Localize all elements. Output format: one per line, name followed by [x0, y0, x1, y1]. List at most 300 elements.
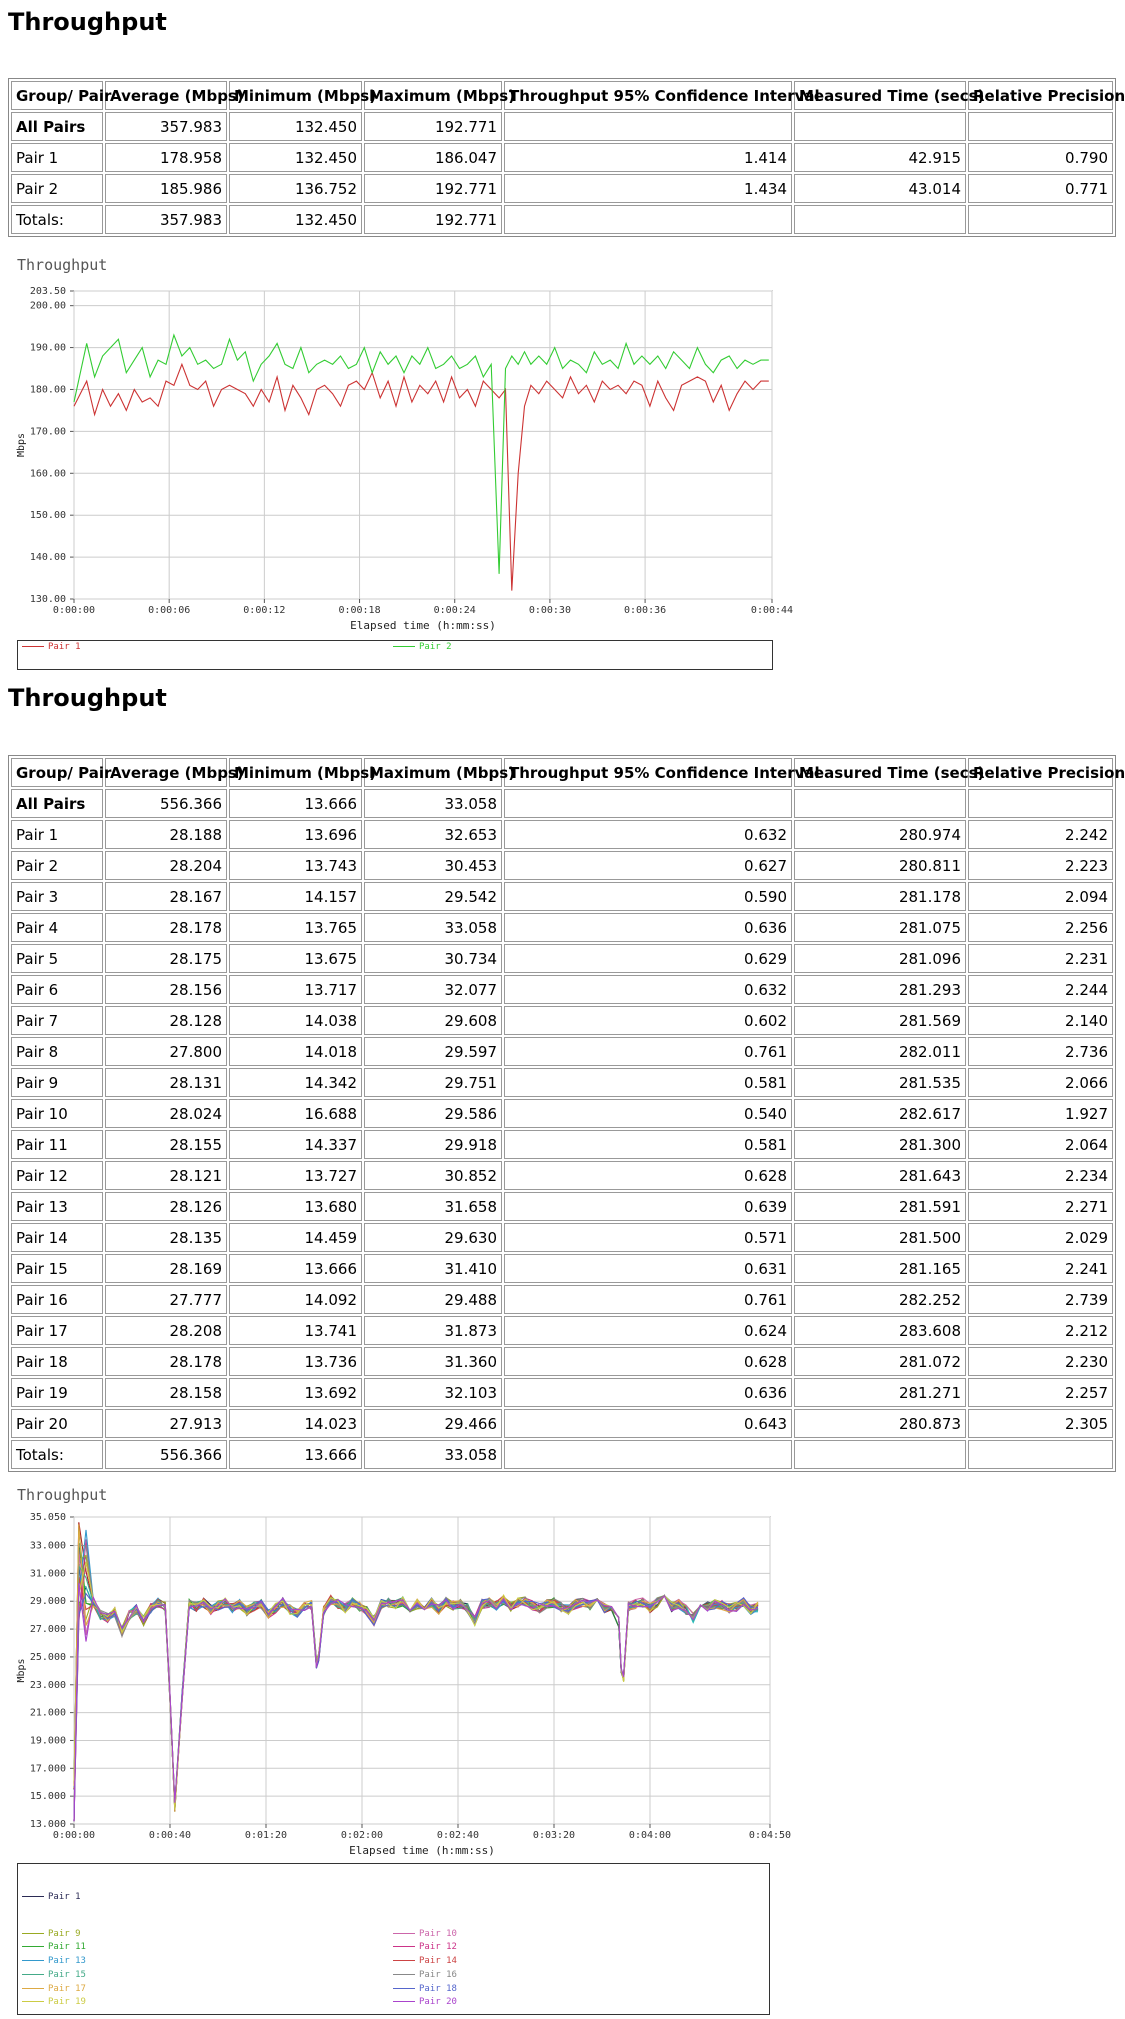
table-row [11, 851, 1113, 880]
table-cell: 14.038 [229, 1006, 362, 1035]
y-tick-label: 23.000 [29, 1679, 66, 1691]
column-header: Throughput 95% Confidence Interval [504, 758, 792, 787]
table-cell: 281.500 [794, 1223, 966, 1252]
legend-item [22, 1942, 86, 1952]
table-cell: 0.571 [504, 1223, 792, 1252]
table-cell: 0.627 [504, 851, 792, 880]
legend-label: Pair 1 [48, 1892, 81, 1902]
row-label: Pair 2 [11, 851, 103, 880]
table-cell: 2.739 [968, 1285, 1113, 1314]
table-row [11, 1192, 1113, 1221]
table-cell [968, 205, 1113, 234]
y-tick-label: 35.050 [29, 1512, 66, 1523]
table-cell: 0.581 [504, 1130, 792, 1159]
table-cell: 29.466 [364, 1409, 502, 1438]
table-cell: 0.590 [504, 882, 792, 911]
row-label: Pair 5 [11, 944, 103, 973]
row-label: All Pairs [11, 789, 103, 818]
table-cell: 357.983 [105, 205, 227, 234]
x-tick-label: 0:03:20 [532, 1830, 576, 1841]
chart-2-legend [17, 1863, 770, 2015]
table-cell: 186.047 [364, 143, 502, 172]
row-label: Pair 2 [11, 174, 103, 203]
table-cell: 31.410 [364, 1254, 502, 1283]
table-row [11, 820, 1113, 849]
x-tick-label: 0:00:40 [148, 1830, 192, 1841]
table-cell: 2.230 [968, 1347, 1113, 1376]
table-row [11, 1440, 1113, 1469]
table-cell: 2.212 [968, 1316, 1113, 1345]
table-cell: 281.535 [794, 1068, 966, 1097]
table-cell: 0.639 [504, 1192, 792, 1221]
table-cell: 2.242 [968, 820, 1113, 849]
table-cell [504, 1440, 792, 1469]
table-cell: 33.058 [364, 913, 502, 942]
legend-label: Pair 20 [419, 1997, 457, 2007]
row-label: Pair 12 [11, 1161, 103, 1190]
row-label: Totals: [11, 205, 103, 234]
row-label: Pair 3 [11, 882, 103, 911]
column-header: Average (Mbps) [105, 758, 227, 787]
row-label: Pair 13 [11, 1192, 103, 1221]
legend-swatch [393, 1960, 415, 1961]
table-cell: 0.636 [504, 913, 792, 942]
table-cell: 281.591 [794, 1192, 966, 1221]
table-cell: 31.360 [364, 1347, 502, 1376]
column-header: Relative Precision [968, 758, 1113, 787]
legend-item [22, 1892, 81, 1902]
table-cell: 0.761 [504, 1037, 792, 1066]
table-row [11, 1378, 1113, 1407]
legend-item [393, 1929, 457, 1939]
legend-label: Pair 11 [48, 1942, 86, 1952]
legend-label: Pair 15 [48, 1970, 86, 1980]
table-cell: 2.234 [968, 1161, 1113, 1190]
table-cell: 132.450 [229, 205, 362, 234]
legend-swatch [22, 1974, 44, 1975]
table-row [11, 1254, 1113, 1283]
table-cell: 28.167 [105, 882, 227, 911]
table-cell: 28.178 [105, 913, 227, 942]
legend-item [22, 1929, 81, 1939]
table-cell: 13.736 [229, 1347, 362, 1376]
table-cell: 0.632 [504, 975, 792, 1004]
table-cell: 28.128 [105, 1006, 227, 1035]
plot-area [74, 1517, 770, 1824]
table-cell: 281.178 [794, 882, 966, 911]
table-cell: 281.300 [794, 1130, 966, 1159]
table-cell: 0.632 [504, 820, 792, 849]
throughput-chart-2 [12, 1486, 792, 1868]
legend-item [393, 1997, 457, 2007]
table-cell: 0.790 [968, 143, 1113, 172]
table-cell: 192.771 [364, 174, 502, 203]
legend-label: Pair 9 [48, 1929, 81, 1939]
table-cell: 2.231 [968, 944, 1113, 973]
y-tick-label: 130.00 [29, 594, 66, 605]
x-tick-label: 0:00:24 [433, 605, 476, 616]
section-1-title: Throughput [8, 8, 167, 36]
legend-swatch [393, 1933, 415, 1934]
x-tick-label: 0:00:12 [243, 605, 286, 616]
legend-item [393, 1970, 457, 1980]
column-header: Maximum (Mbps) [364, 758, 502, 787]
column-header: Measured Time (secs) [794, 81, 966, 110]
table-cell: 29.630 [364, 1223, 502, 1252]
table-cell: 28.155 [105, 1130, 227, 1159]
table-cell: 0.540 [504, 1099, 792, 1128]
table-cell: 31.658 [364, 1192, 502, 1221]
legend-swatch [22, 1960, 44, 1961]
table-cell: 32.077 [364, 975, 502, 1004]
table-cell: 2.223 [968, 851, 1113, 880]
table-cell: 0.624 [504, 1316, 792, 1345]
table-cell: 28.156 [105, 975, 227, 1004]
legend-label: Pair 18 [419, 1984, 457, 1994]
table-cell [794, 112, 966, 141]
table-row [11, 882, 1113, 911]
table-cell: 281.643 [794, 1161, 966, 1190]
y-tick-label: 33.000 [29, 1540, 66, 1552]
column-header: Maximum (Mbps) [364, 81, 502, 110]
table-cell: 281.096 [794, 944, 966, 973]
table-cell: 0.771 [968, 174, 1113, 203]
table-row [11, 1006, 1113, 1035]
table-row [11, 1161, 1113, 1190]
y-tick-label: 160.00 [29, 468, 66, 480]
table-cell: 281.293 [794, 975, 966, 1004]
row-label: Pair 18 [11, 1347, 103, 1376]
y-tick-label: 180.00 [29, 384, 66, 396]
table-cell: 1.927 [968, 1099, 1113, 1128]
legend-label: Pair 12 [419, 1942, 457, 1952]
column-header: Relative Precision [968, 81, 1113, 110]
y-axis-label: Mbps [16, 432, 27, 458]
chart-title: Throughput [17, 1486, 108, 1504]
table-cell: 30.453 [364, 851, 502, 880]
legend-label: Pair 17 [48, 1984, 86, 1994]
table-cell: 0.636 [504, 1378, 792, 1407]
table-cell: 2.140 [968, 1006, 1113, 1035]
table-row [11, 174, 1113, 203]
table-cell [504, 205, 792, 234]
table-cell: 28.169 [105, 1254, 227, 1283]
table-cell [504, 112, 792, 141]
column-header: Group/ Pair [11, 81, 103, 110]
table-cell: 28.208 [105, 1316, 227, 1345]
table-cell: 0.581 [504, 1068, 792, 1097]
legend-label: Pair 13 [48, 1956, 86, 1966]
table-cell: 1.414 [504, 143, 792, 172]
x-tick-label: 0:00:06 [148, 605, 191, 616]
table-row [11, 205, 1113, 234]
table-cell: 13.675 [229, 944, 362, 973]
table-cell [794, 789, 966, 818]
section-2-title: Throughput [8, 684, 167, 712]
legend-swatch [22, 2001, 44, 2002]
row-label: Pair 17 [11, 1316, 103, 1345]
x-tick-label: 0:00:18 [338, 605, 381, 616]
table-cell: 27.913 [105, 1409, 227, 1438]
table-cell: 0.602 [504, 1006, 792, 1035]
legend-swatch [393, 2001, 415, 2002]
table-cell: 32.103 [364, 1378, 502, 1407]
table-header-row [11, 758, 1113, 787]
table-cell: 132.450 [229, 143, 362, 172]
x-tick-label: 0:04:00 [628, 1830, 672, 1841]
table-cell: 280.974 [794, 820, 966, 849]
row-label: Pair 9 [11, 1068, 103, 1097]
table-cell: 0.629 [504, 944, 792, 973]
table-cell: 192.771 [364, 112, 502, 141]
x-tick-label: 0:00:00 [52, 605, 96, 616]
y-tick-label: 17.000 [29, 1763, 66, 1775]
table-cell: 14.092 [229, 1285, 362, 1314]
row-label: Pair 6 [11, 975, 103, 1004]
throughput-table-2 [8, 755, 1125, 1472]
table-cell: 14.459 [229, 1223, 362, 1252]
y-axis-label: Mbps [16, 1658, 27, 1683]
y-tick-label: 200.00 [29, 300, 66, 312]
table-cell: 28.024 [105, 1099, 227, 1128]
x-tick-label: 0:01:20 [244, 1830, 288, 1841]
table-cell: 14.023 [229, 1409, 362, 1438]
table-cell: 14.018 [229, 1037, 362, 1066]
legend-label: Pair 2 [419, 642, 452, 652]
table-cell: 2.257 [968, 1378, 1113, 1407]
legend-item [393, 1984, 457, 1994]
legend-item [22, 1970, 86, 1980]
y-tick-label: 203.50 [29, 286, 66, 297]
legend-item [393, 1956, 457, 1966]
y-tick-label: 170.00 [29, 426, 66, 438]
table-cell: 2.256 [968, 913, 1113, 942]
table-cell: 0.628 [504, 1161, 792, 1190]
table-cell: 282.617 [794, 1099, 966, 1128]
row-label: Pair 4 [11, 913, 103, 942]
table-row [11, 1068, 1113, 1097]
table-cell: 13.666 [229, 789, 362, 818]
table-cell: 29.488 [364, 1285, 502, 1314]
table-cell: 2.029 [968, 1223, 1113, 1252]
row-label: Pair 1 [11, 143, 103, 172]
table-cell: 13.680 [229, 1192, 362, 1221]
legend-item [393, 642, 452, 652]
table-cell: 14.342 [229, 1068, 362, 1097]
legend-item [22, 642, 81, 652]
table-cell [968, 1440, 1113, 1469]
table-cell: 28.188 [105, 820, 227, 849]
table-cell: 2.241 [968, 1254, 1113, 1283]
table-cell: 29.751 [364, 1068, 502, 1097]
y-tick-label: 29.000 [29, 1596, 66, 1608]
table-cell: 357.983 [105, 112, 227, 141]
table-cell: 13.741 [229, 1316, 362, 1345]
row-label: Pair 8 [11, 1037, 103, 1066]
table-cell: 13.692 [229, 1378, 362, 1407]
y-tick-label: 19.000 [29, 1735, 66, 1747]
column-header: Throughput 95% Confidence Interval [504, 81, 792, 110]
row-label: Totals: [11, 1440, 103, 1469]
table-cell: 0.761 [504, 1285, 792, 1314]
table-cell: 185.986 [105, 174, 227, 203]
y-tick-label: 25.000 [29, 1651, 66, 1663]
row-label: Pair 10 [11, 1099, 103, 1128]
table-cell: 29.586 [364, 1099, 502, 1128]
y-tick-label: 150.00 [29, 510, 66, 522]
table-cell: 14.337 [229, 1130, 362, 1159]
table-cell: 280.873 [794, 1409, 966, 1438]
table-cell: 29.608 [364, 1006, 502, 1035]
legend-swatch [393, 1988, 415, 1989]
table-cell: 13.727 [229, 1161, 362, 1190]
table-cell: 1.434 [504, 174, 792, 203]
legend-swatch [22, 1933, 44, 1934]
x-tick-label: 0:00:00 [52, 1830, 96, 1841]
table-cell: 2.244 [968, 975, 1113, 1004]
table-cell [968, 112, 1113, 141]
throughput-chart-1 [12, 256, 794, 640]
x-tick-label: 0:02:40 [436, 1830, 480, 1841]
table-cell: 281.072 [794, 1347, 966, 1376]
table-cell: 136.752 [229, 174, 362, 203]
row-label: Pair 14 [11, 1223, 103, 1252]
table-cell: 13.666 [229, 1440, 362, 1469]
column-header: Group/ Pair [11, 758, 103, 787]
row-label: Pair 7 [11, 1006, 103, 1035]
x-axis-label: Elapsed time (h:mm:ss) [349, 1844, 495, 1857]
table-cell [968, 789, 1113, 818]
chart-2-svg [12, 1486, 792, 1864]
y-tick-label: 190.00 [29, 342, 66, 354]
table-cell: 31.873 [364, 1316, 502, 1345]
column-header: Average (Mbps) [105, 81, 227, 110]
table-cell: 0.643 [504, 1409, 792, 1438]
table-cell: 2.736 [968, 1037, 1113, 1066]
throughput-table-1 [8, 78, 1125, 237]
table-cell: 27.800 [105, 1037, 227, 1066]
table-row [11, 1130, 1113, 1159]
row-label: Pair 11 [11, 1130, 103, 1159]
table-cell: 0.628 [504, 1347, 792, 1376]
row-label: All Pairs [11, 112, 103, 141]
row-label: Pair 20 [11, 1409, 103, 1438]
table-cell: 2.094 [968, 882, 1113, 911]
table-cell: 28.131 [105, 1068, 227, 1097]
table-cell: 42.915 [794, 143, 966, 172]
chart-title: Throughput [17, 256, 108, 274]
table-row [11, 1409, 1113, 1438]
table-cell: 132.450 [229, 112, 362, 141]
table-row [11, 1316, 1113, 1345]
table-header-row [11, 81, 1113, 110]
legend-swatch [393, 1946, 415, 1947]
table-cell: 30.734 [364, 944, 502, 973]
x-tick-label: 0:02:00 [340, 1830, 384, 1841]
table-cell: 281.271 [794, 1378, 966, 1407]
table-cell: 28.135 [105, 1223, 227, 1252]
table-cell: 13.696 [229, 820, 362, 849]
table-row [11, 112, 1113, 141]
table-row [11, 1223, 1113, 1252]
table-cell: 556.366 [105, 789, 227, 818]
table-cell: 2.271 [968, 1192, 1113, 1221]
column-header: Measured Time (secs) [794, 758, 966, 787]
table-cell: 14.157 [229, 882, 362, 911]
y-tick-label: 13.000 [29, 1819, 66, 1830]
y-tick-label: 27.000 [29, 1624, 66, 1636]
y-tick-label: 15.000 [29, 1791, 66, 1803]
table-cell: 27.777 [105, 1285, 227, 1314]
table-cell: 28.121 [105, 1161, 227, 1190]
table-cell: 28.126 [105, 1192, 227, 1221]
chart-1-legend [17, 640, 773, 670]
chart-1-svg [12, 256, 794, 636]
table-cell: 13.717 [229, 975, 362, 1004]
row-label: Pair 19 [11, 1378, 103, 1407]
table-row [11, 913, 1113, 942]
y-tick-label: 31.000 [29, 1568, 66, 1580]
table-row [11, 143, 1113, 172]
table-cell: 281.165 [794, 1254, 966, 1283]
table-row [11, 1099, 1113, 1128]
legend-label: Pair 19 [48, 1997, 86, 2007]
table-cell: 2.064 [968, 1130, 1113, 1159]
x-tick-label: 0:00:30 [528, 605, 571, 616]
legend-item [22, 1956, 86, 1966]
legend-label: Pair 16 [419, 1970, 457, 1980]
table-cell: 33.058 [364, 1440, 502, 1469]
table-cell: 280.811 [794, 851, 966, 880]
row-label: Pair 15 [11, 1254, 103, 1283]
table-cell: 33.058 [364, 789, 502, 818]
legend-label: Pair 10 [419, 1929, 457, 1939]
table-cell: 29.542 [364, 882, 502, 911]
table-row [11, 1037, 1113, 1066]
table-cell: 28.175 [105, 944, 227, 973]
table-cell: 32.653 [364, 820, 502, 849]
table-cell: 28.178 [105, 1347, 227, 1376]
plot-area [74, 291, 772, 599]
table-cell: 0.631 [504, 1254, 792, 1283]
column-header: Minimum (Mbps) [229, 81, 362, 110]
table-cell [504, 789, 792, 818]
y-tick-label: 140.00 [29, 552, 66, 564]
table-cell: 29.918 [364, 1130, 502, 1159]
table-row [11, 1347, 1113, 1376]
table-row [11, 1285, 1113, 1314]
legend-item [22, 1984, 86, 1994]
table-cell: 28.204 [105, 851, 227, 880]
table-cell: 28.158 [105, 1378, 227, 1407]
table-cell: 283.608 [794, 1316, 966, 1345]
y-tick-label: 21.000 [29, 1707, 66, 1719]
table-row [11, 789, 1113, 818]
table-cell: 192.771 [364, 205, 502, 234]
table-cell: 281.569 [794, 1006, 966, 1035]
table-cell: 2.066 [968, 1068, 1113, 1097]
row-label: Pair 1 [11, 820, 103, 849]
table-cell: 13.765 [229, 913, 362, 942]
legend-label: Pair 14 [419, 1956, 457, 1966]
table-cell: 30.852 [364, 1161, 502, 1190]
legend-label: Pair 1 [48, 642, 81, 652]
table-cell: 2.305 [968, 1409, 1113, 1438]
row-label: Pair 16 [11, 1285, 103, 1314]
table-cell: 556.366 [105, 1440, 227, 1469]
table-cell [794, 1440, 966, 1469]
table-row [11, 975, 1113, 1004]
